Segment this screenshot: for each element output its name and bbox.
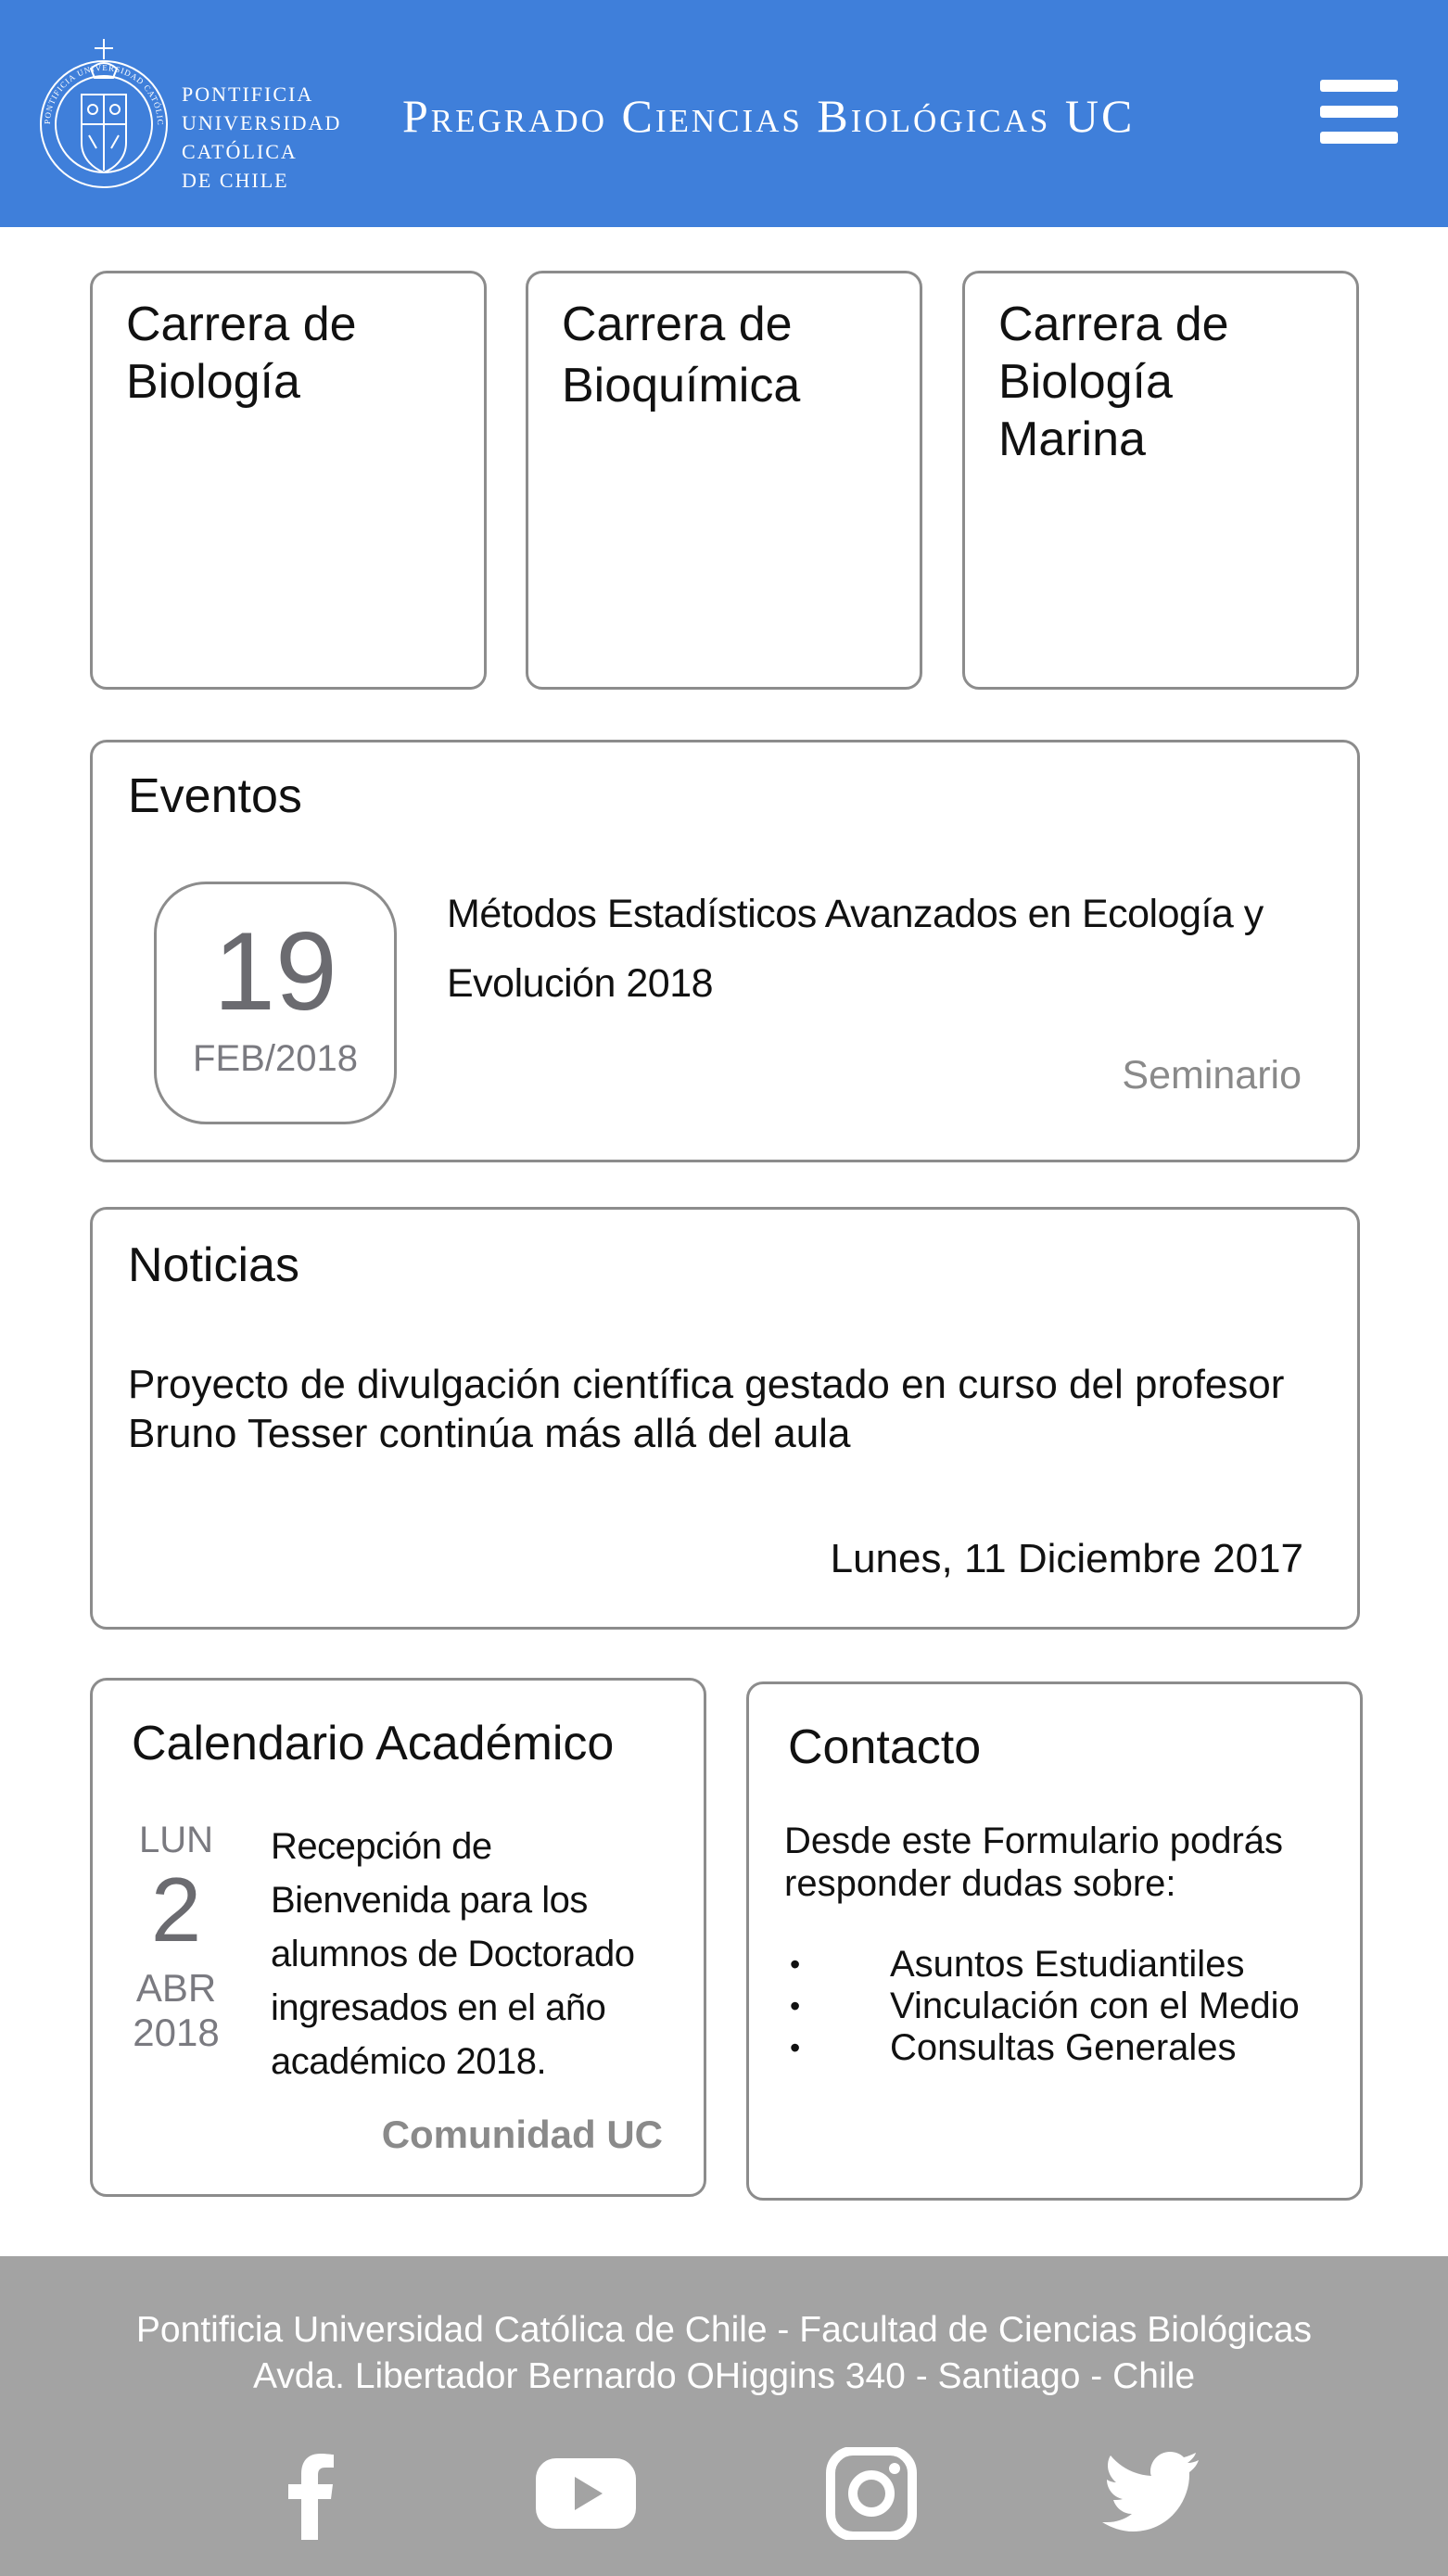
career-label: Bioquímica bbox=[562, 359, 801, 412]
calendar-event-link[interactable]: Recepción de Bienvenida para los alumnos de Doctorado ingresados en el año académico 2018. bbox=[271, 1826, 635, 2082]
logo-line: PONTIFICIA bbox=[182, 82, 314, 106]
hamburger-menu-icon[interactable] bbox=[1316, 76, 1400, 148]
news-headline-link[interactable]: Proyecto de divulgación científica gestado en curso del profesor Bruno Tesser continúa más allá del aula bbox=[128, 1362, 1285, 1456]
career-card-biologia[interactable] bbox=[90, 271, 487, 690]
event-month-year: FEB/2018 bbox=[193, 1038, 358, 1079]
logo-line: DE CHILE bbox=[182, 169, 289, 192]
site-header bbox=[0, 0, 1448, 227]
career-label: Biología bbox=[998, 355, 1173, 409]
events-card bbox=[90, 740, 1360, 1162]
twitter-icon[interactable] bbox=[1097, 2447, 1208, 2540]
news-card bbox=[90, 1207, 1360, 1630]
calendar-title: Calendario Académico bbox=[132, 1717, 615, 1770]
calendar-year: 2018 bbox=[133, 2011, 220, 2054]
facebook-icon[interactable] bbox=[257, 2447, 368, 2540]
contact-topic: • Asuntos Estudiantiles bbox=[786, 1944, 1300, 1986]
career-label: Carrera de bbox=[126, 298, 357, 351]
contact-title: Contacto bbox=[788, 1720, 982, 1774]
news-title: Noticias bbox=[128, 1238, 299, 1292]
event-type-label: Seminario bbox=[1122, 1053, 1302, 1098]
calendar-category: Comunidad UC bbox=[381, 2113, 663, 2156]
logo-line: CATÓLICA bbox=[182, 140, 298, 163]
event-day: 19 bbox=[213, 909, 337, 1034]
site-title[interactable]: Pregrado Ciencias Biológicas UC bbox=[402, 90, 1136, 142]
contact-topic: • Vinculación con el Medio bbox=[786, 1986, 1300, 2027]
career-label: Biología bbox=[126, 355, 300, 409]
logo-line: UNIVERSIDAD bbox=[182, 111, 342, 134]
calendar-weekday: LUN bbox=[138, 1820, 214, 1860]
instagram-icon[interactable] bbox=[815, 2447, 926, 2540]
contact-topic: • Consultas Generales bbox=[786, 2027, 1300, 2069]
university-seal-logo[interactable] bbox=[37, 20, 171, 201]
career-card-bioquimica[interactable] bbox=[526, 271, 922, 690]
news-date: Lunes, 11 Diciembre 2017 bbox=[830, 1536, 1303, 1581]
career-label: Carrera de bbox=[998, 298, 1229, 351]
site-footer bbox=[0, 2256, 1448, 2576]
contact-topics-list bbox=[786, 1944, 1300, 2069]
university-name bbox=[182, 80, 367, 195]
calendar-card bbox=[90, 1678, 706, 2197]
career-card-biologia-marina[interactable] bbox=[962, 271, 1359, 690]
footer-address: Avda. Libertador Bernardo OHiggins 340 - Santiago - Chile bbox=[252, 2356, 1196, 2396]
calendar-day: 2 bbox=[150, 1859, 202, 1961]
career-label: Carrera de bbox=[562, 298, 793, 351]
contact-card[interactable] bbox=[746, 1681, 1363, 2201]
event-date-badge bbox=[154, 882, 397, 1124]
event-title-link[interactable]: Métodos Estadísticos Avanzados en Ecología y Evolución 2018 bbox=[447, 892, 1264, 1006]
youtube-icon[interactable] bbox=[530, 2447, 641, 2540]
footer-institution: Pontificia Universidad Católica de Chile - Facultad de Ciencias Biológicas bbox=[135, 2310, 1313, 2350]
events-title: Eventos bbox=[128, 769, 302, 823]
career-label: Marina bbox=[998, 412, 1146, 466]
calendar-month: ABR bbox=[135, 1966, 217, 2010]
seal-ring-text: PONTIFICIA UNIVERSIDAD CATÓLIC bbox=[42, 62, 166, 126]
seal-icon bbox=[37, 20, 171, 201]
svg-text:PONTIFICIA UNIVERSIDAD CATÓLIC bbox=[37, 20, 165, 126]
contact-intro: Desde este Formulario podrás responder dudas sobre: bbox=[784, 1821, 1284, 1904]
